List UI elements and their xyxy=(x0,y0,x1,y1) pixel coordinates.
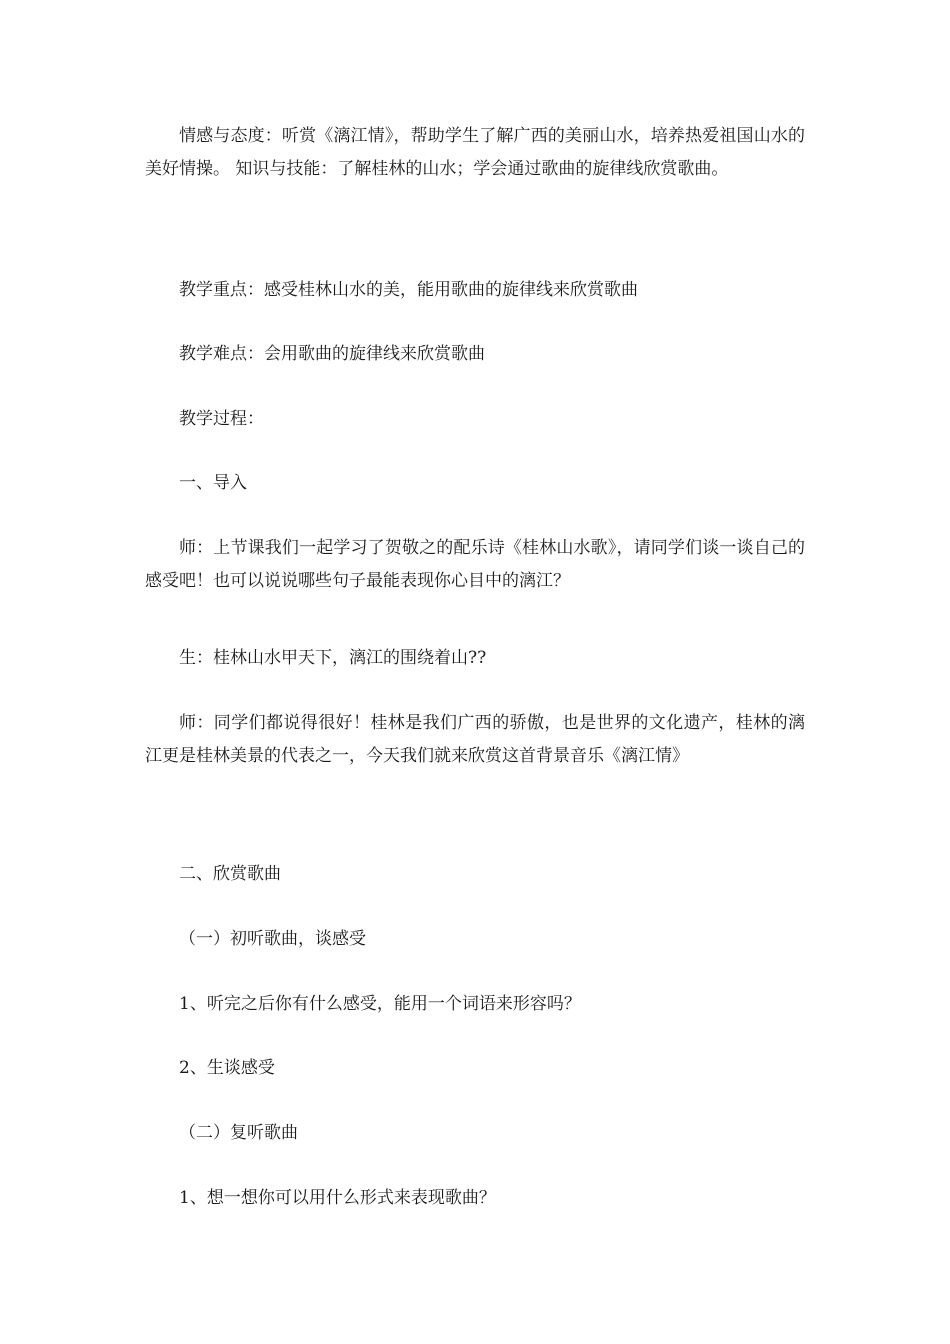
paragraph-objectives: 情感与态度：听赏《漓江情》，帮助学生了解广西的美丽山水，培养热爱祖国山水的美好情操。 知识与技能：了解桂林的山水；学会通过歌曲的旋律线欣赏歌曲。 xyxy=(145,126,805,179)
section-heading-appreciation: 二、欣赏歌曲 xyxy=(179,864,281,884)
paragraph-process-heading: 教学过程： xyxy=(179,409,264,429)
subsection-heading-first-listen: （一）初听歌曲，谈感受 xyxy=(179,929,366,949)
paragraph-teacher-2: 师：同学们都说得很好！桂林是我们广西的骄傲，也是世界的文化遗产，桂林的漓江更是桂林美景的代表之一，今天我们就来欣赏这首背景音乐《漓江情》 xyxy=(145,713,805,766)
list-item-1: 1、听完之后你有什么感受，能用一个词语来形容吗？ xyxy=(179,994,581,1014)
paragraph-student-1: 生：桂林山水甲天下，漓江的围绕着山?? xyxy=(179,648,487,668)
paragraph-teacher-1: 师：上节课我们一起学习了贺敬之的配乐诗《桂林山水歌》，请同学们谈一谈自己的感受吧！也可以说说哪些句子最能表现你心目中的漓江？ xyxy=(145,538,805,591)
paragraph-key-points: 教学重点：感受桂林山水的美，能用歌曲的旋律线来欣赏歌曲 xyxy=(179,280,638,300)
section-heading-intro: 一、导入 xyxy=(179,473,247,493)
list-item-2: 2、生谈感受 xyxy=(179,1058,275,1078)
list-item-3: 1、想一想你可以用什么形式来表现歌曲？ xyxy=(179,1188,496,1208)
paragraph-difficulties: 教学难点：会用歌曲的旋律线来欣赏歌曲 xyxy=(179,344,485,364)
subsection-heading-second-listen: （二）复听歌曲 xyxy=(179,1123,298,1143)
